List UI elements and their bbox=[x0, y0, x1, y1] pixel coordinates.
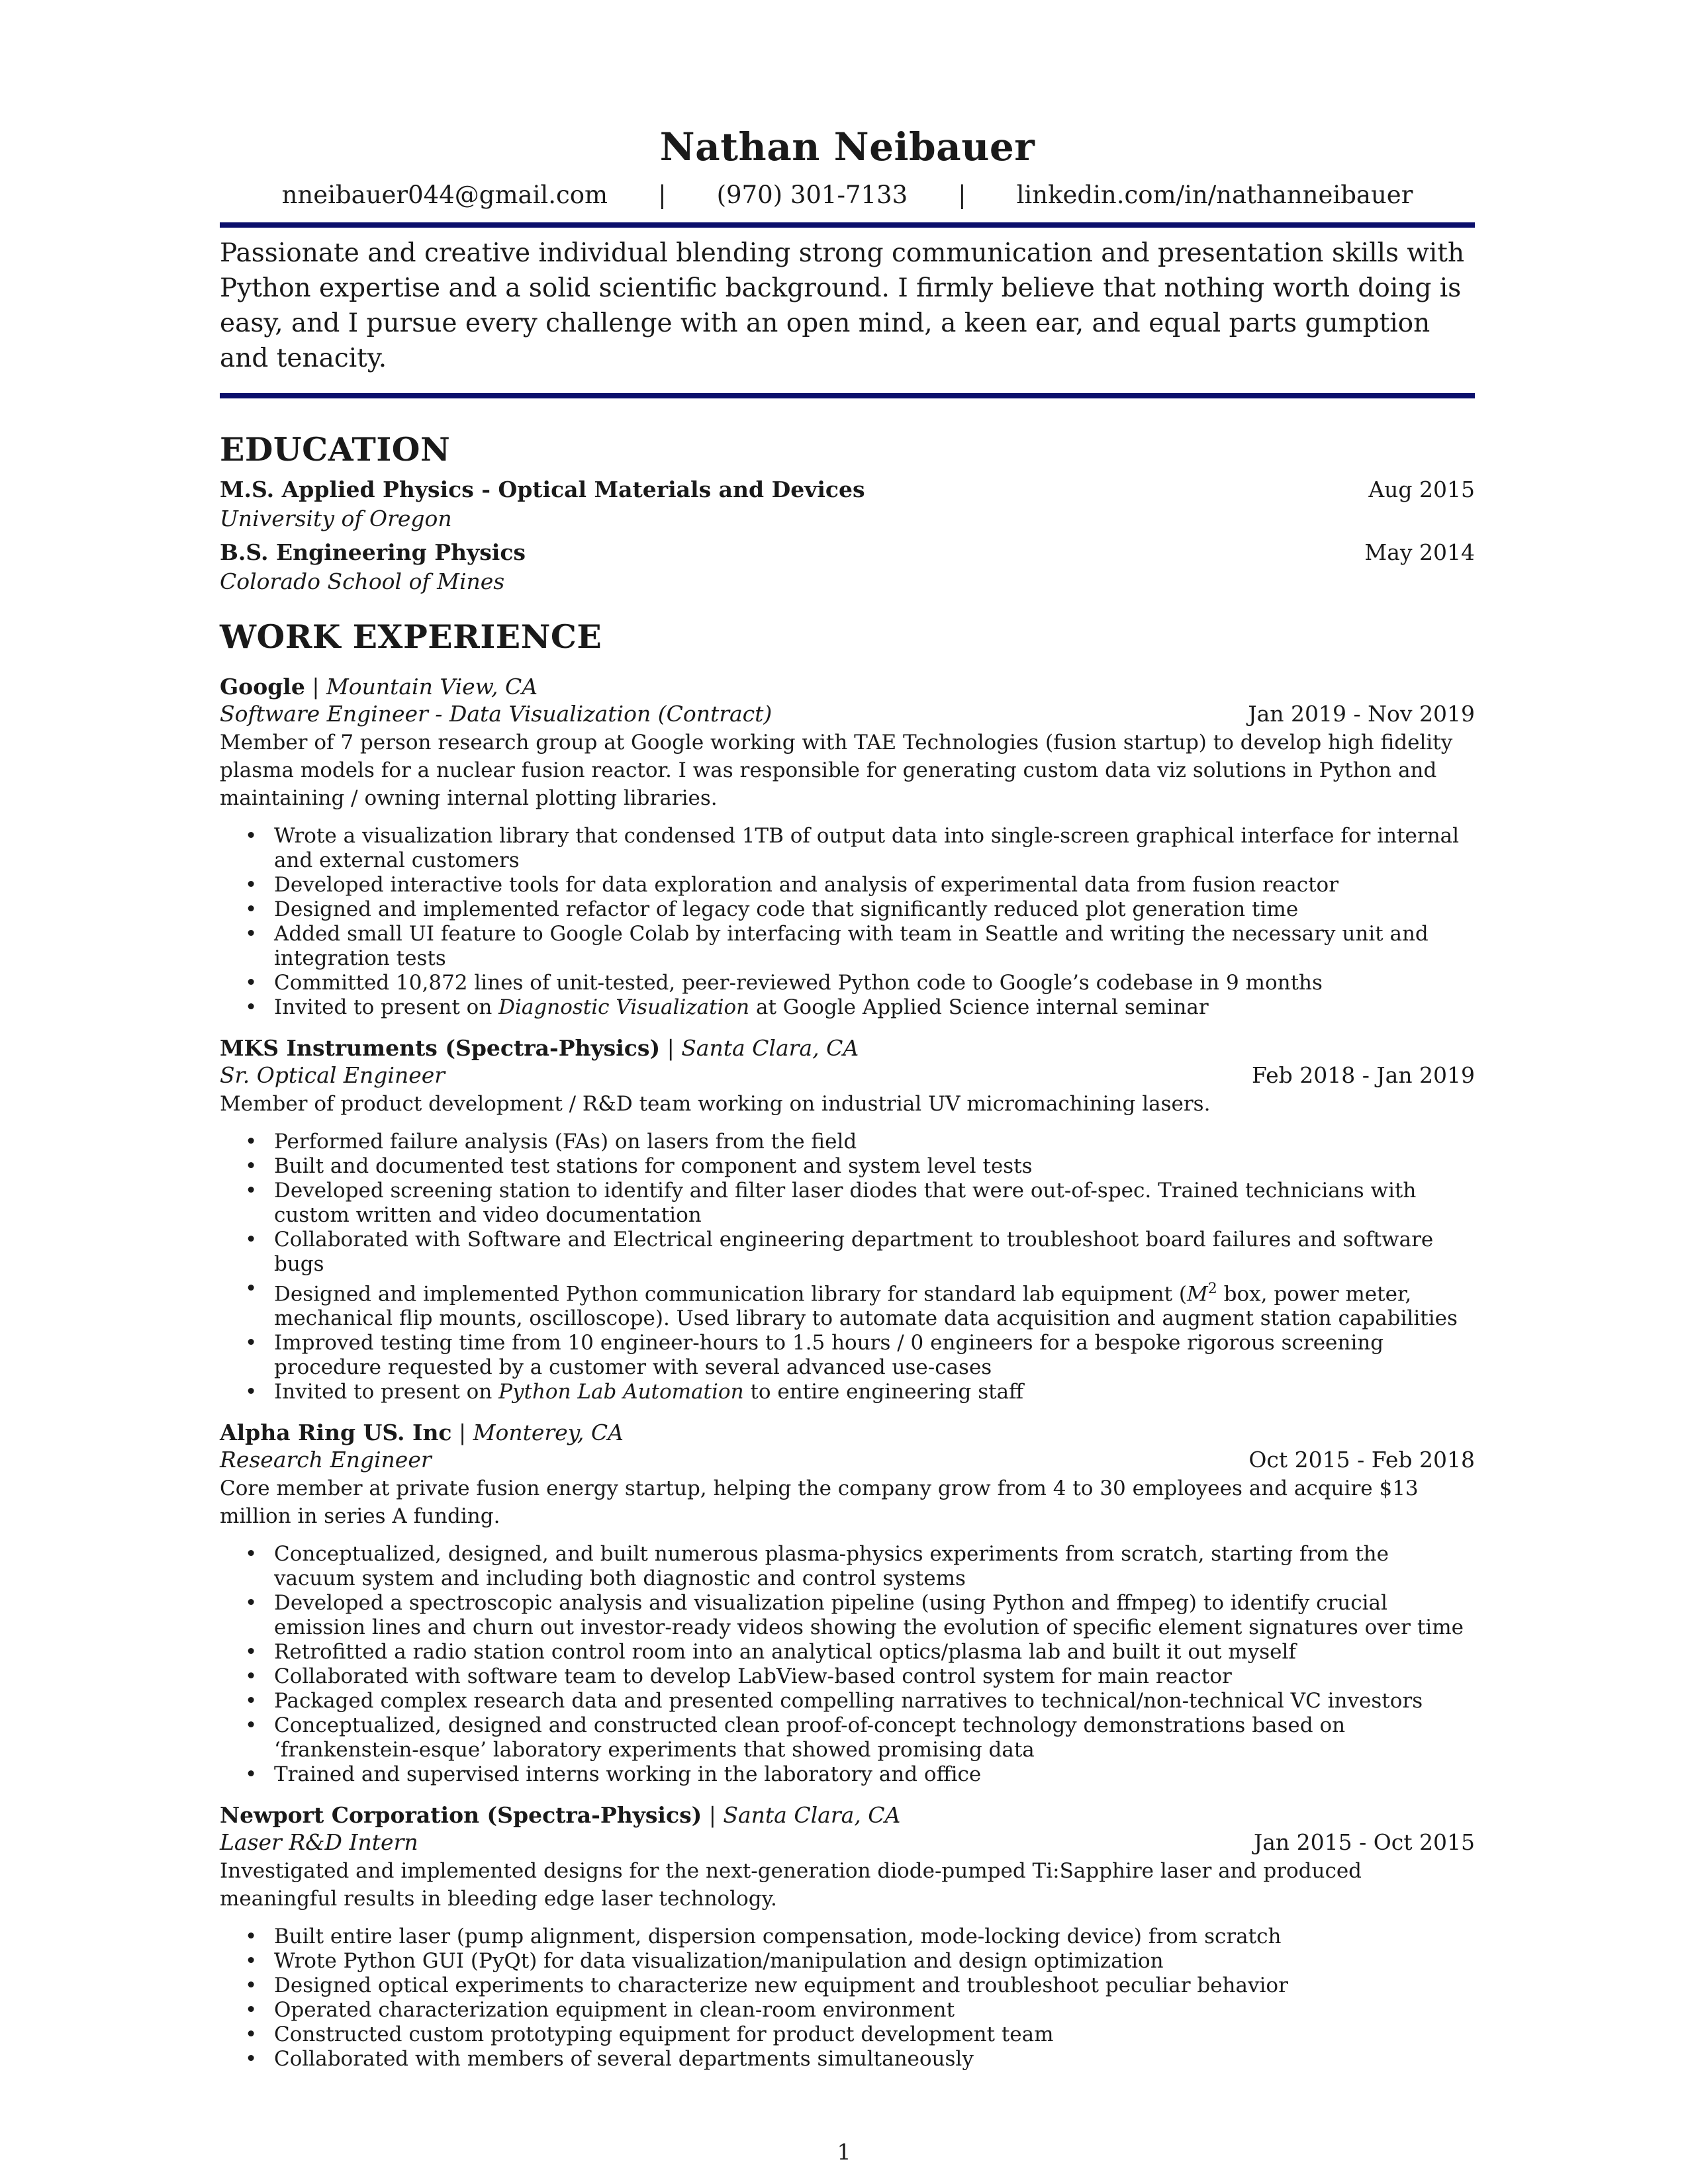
math-superscript: 2 bbox=[1207, 1281, 1217, 1297]
job-entry bbox=[220, 1034, 1475, 1404]
bullet-item: • Committed 10,872 lines of unit-tested, peer-reviewed Python code to Google’s codebase in 9 months bbox=[220, 971, 1475, 995]
bullet-item: • Wrote a visualization library that condensed 1TB of output data into single-screen graphical interface for internal and external customers bbox=[220, 824, 1475, 873]
bullet-item: • Performed failure analysis (FAs) on lasers from the field bbox=[220, 1130, 1475, 1154]
work-experience-heading: WORK EXPERIENCE bbox=[220, 617, 602, 656]
job-role: Software Engineer - Data Visualization (Contract) bbox=[220, 701, 773, 727]
bullet-item: • Collaborated with members of several departments simultaneously bbox=[220, 2047, 1475, 2071]
job-entry bbox=[220, 673, 1475, 1020]
job-role-row bbox=[220, 1446, 1475, 1473]
bullet-item: • Constructed custom prototyping equipment for product development team bbox=[220, 2023, 1475, 2047]
company-location: Santa Clara, CA bbox=[681, 1035, 859, 1061]
bullet-item: • Designed optical experiments to characterize new equipment and troubleshoot peculiar behavior bbox=[220, 1974, 1475, 1998]
job-dates: Oct 2015 - Feb 2018 bbox=[1248, 1447, 1475, 1473]
company-separator: | bbox=[459, 1420, 467, 1446]
bullet-text: at Google Applied Science internal seminar bbox=[749, 995, 1209, 1019]
bullet-item: • Collaborated with Software and Electrical engineering department to troubleshoot board failures and software bugs bbox=[220, 1228, 1475, 1277]
bullet-item bbox=[220, 1380, 1475, 1404]
summary-paragraph: Passionate and creative individual blending strong communication and presentation skills with Python expertise and a solid scientific background. I firmly believe that nothing worth doing is easy, and I pursue every challenge with an open mind, a keen ear, and equal parts gumption and tenacity. bbox=[220, 238, 1465, 373]
bullet-text: Invited to present on bbox=[274, 1380, 499, 1404]
talk-title: Python Lab Automation bbox=[498, 1380, 744, 1404]
contact-separator: | bbox=[958, 181, 966, 209]
job-description: Member of 7 person research group at Google working with TAE Technologies (fusion startup) to develop high fidelity plasma models for a nuclear fusion reactor. I was responsible for generating custom data viz solutions in Python and maintaining / owning internal plotting libraries. bbox=[220, 731, 1453, 810]
education-item bbox=[220, 475, 1475, 533]
bullet-item: • Developed a spectroscopic analysis and visualization pipeline (using Python and ffmpeg) to identify crucial emission lines and churn out investor-ready videos showing the evolution of specific element signatures over time bbox=[220, 1591, 1475, 1640]
degree-title: M.S. Applied Physics - Optical Materials and Devices bbox=[220, 477, 865, 502]
bullet-text: Invited to present on bbox=[274, 995, 499, 1019]
resume-content bbox=[220, 119, 1475, 2071]
company-name: Alpha Ring US. Inc bbox=[220, 1420, 452, 1446]
bullet-item: • Wrote Python GUI (PyQt) for data visualization/manipulation and design optimization bbox=[220, 1949, 1475, 1974]
company-separator: | bbox=[312, 674, 320, 700]
header-rule bbox=[220, 222, 1475, 228]
math-symbol: M bbox=[1187, 1282, 1208, 1306]
bullet-item: • Conceptualized, designed and constructed clean proof-of-concept technology demonstrations based on ‘frankenstein-esque’ laboratory experiments that showed promising data bbox=[220, 1713, 1475, 1762]
job-role-row bbox=[220, 1829, 1475, 1856]
bullet-text: Designed and implemented Python communication library for standard lab equipment ( bbox=[274, 1282, 1188, 1306]
company-name: Google bbox=[220, 674, 305, 700]
linkedin-text: linkedin.com/in/nathanneibauer bbox=[1016, 181, 1413, 209]
job-header bbox=[220, 1419, 1475, 1446]
job-dates: Jan 2015 - Oct 2015 bbox=[1253, 1829, 1475, 1856]
job-entry bbox=[220, 1419, 1475, 1787]
candidate-name: Nathan Neibauer bbox=[659, 124, 1035, 169]
job-role-row bbox=[220, 700, 1475, 727]
page-number: 1 bbox=[837, 2139, 851, 2165]
bullet-item: • Added small UI feature to Google Colab by interfacing with team in Seattle and writing the necessary unit and integration tests bbox=[220, 922, 1475, 971]
job-bullets bbox=[220, 824, 1475, 1020]
bullet-item: • Developed screening station to identify and filter laser diodes that were out-of-spec. Trained technicians with custom written and video documentation bbox=[220, 1179, 1475, 1228]
company-name: MKS Instruments (Spectra-Physics) bbox=[220, 1035, 661, 1061]
bullet-item: • Packaged complex research data and presented compelling narratives to technical/non-technical VC investors bbox=[220, 1689, 1475, 1713]
job-description: Core member at private fusion energy startup, helping the company grow from 4 to 30 employees and acquire $13 million in series A funding. bbox=[220, 1477, 1419, 1529]
job-header bbox=[220, 673, 1475, 700]
bullet-text: box, power meter, mechanical flip mounts, oscilloscope). Used library to automate data acquisition and augment station capabilities bbox=[274, 1282, 1458, 1331]
bullet-item bbox=[220, 1277, 1475, 1331]
bullet-item: • Conceptualized, designed, and built numerous plasma-physics experiments from scratch, starting from the vacuum system and including both diagnostic and control systems bbox=[220, 1542, 1475, 1591]
job-role: Research Engineer bbox=[220, 1447, 432, 1473]
summary-rule bbox=[220, 393, 1475, 398]
bullet-item: • Operated characterization equipment in clean-room environment bbox=[220, 1998, 1475, 2023]
job-role: Sr. Optical Engineer bbox=[220, 1062, 445, 1088]
company-location: Monterey, CA bbox=[473, 1420, 624, 1446]
job-bullets bbox=[220, 1925, 1475, 2071]
company-location: Mountain View, CA bbox=[326, 674, 538, 700]
bullet-item: • Developed interactive tools for data exploration and analysis of experimental data from fusion reactor bbox=[220, 873, 1475, 897]
bullet-item: • Built and documented test stations for component and system level tests bbox=[220, 1154, 1475, 1179]
bullet-text: to entire engineering staff bbox=[743, 1380, 1024, 1404]
degree-title: B.S. Engineering Physics bbox=[220, 539, 526, 565]
contact-line bbox=[220, 177, 1475, 213]
institution-name: University of Oregon bbox=[220, 506, 452, 531]
job-dates: Jan 2019 - Nov 2019 bbox=[1248, 701, 1475, 727]
bullet-item: • Designed and implemented refactor of legacy code that significantly reduced plot generation time bbox=[220, 897, 1475, 922]
job-role: Laser R&D Intern bbox=[220, 1829, 418, 1856]
job-bullets bbox=[220, 1542, 1475, 1787]
bullet-item bbox=[220, 995, 1475, 1020]
bullet-item: • Built entire laser (pump alignment, dispersion compensation, mode-locking device) from scratch bbox=[220, 1925, 1475, 1949]
job-description: Investigated and implemented designs for the next-generation diode-pumped Ti:Sapphire laser and produced meaningful results in bleeding edge laser technology. bbox=[220, 1859, 1362, 1911]
job-bullets bbox=[220, 1130, 1475, 1404]
job-header bbox=[220, 1034, 1475, 1062]
company-name: Newport Corporation (Spectra-Physics) bbox=[220, 1802, 702, 1829]
job-role-row bbox=[220, 1062, 1475, 1089]
company-location: Santa Clara, CA bbox=[723, 1802, 901, 1829]
degree-date: Aug 2015 bbox=[1368, 477, 1475, 502]
education-heading: EDUCATION bbox=[220, 430, 451, 469]
company-separator: | bbox=[667, 1035, 675, 1061]
job-description: Member of product development / R&D team working on industrial UV micromachining lasers. bbox=[220, 1092, 1211, 1116]
job-dates: Feb 2018 - Jan 2019 bbox=[1252, 1062, 1475, 1088]
contact-separator: | bbox=[658, 181, 667, 209]
bullet-item: • Improved testing time from 10 engineer-hours to 1.5 hours / 0 engineers for a bespoke rigorous screening procedure requested by a customer with several advanced use-cases bbox=[220, 1331, 1475, 1380]
job-header bbox=[220, 1801, 1475, 1829]
institution-name: Colorado School of Mines bbox=[220, 569, 505, 594]
bullet-item: • Trained and supervised interns working in the laboratory and office bbox=[220, 1762, 1475, 1787]
company-separator: | bbox=[708, 1802, 716, 1829]
email-text: nneibauer044@gmail.com bbox=[281, 181, 608, 209]
talk-title: Diagnostic Visualization bbox=[498, 995, 750, 1019]
phone-text: (970) 301-7133 bbox=[716, 181, 908, 209]
job-entry bbox=[220, 1801, 1475, 2071]
education-item bbox=[220, 538, 1475, 596]
degree-date: May 2014 bbox=[1364, 539, 1475, 565]
bullet-item: • Collaborated with software team to develop LabView-based control system for main reactor bbox=[220, 1664, 1475, 1689]
bullet-item: • Retrofitted a radio station control room into an analytical optics/plasma lab and built it out myself bbox=[220, 1640, 1475, 1664]
